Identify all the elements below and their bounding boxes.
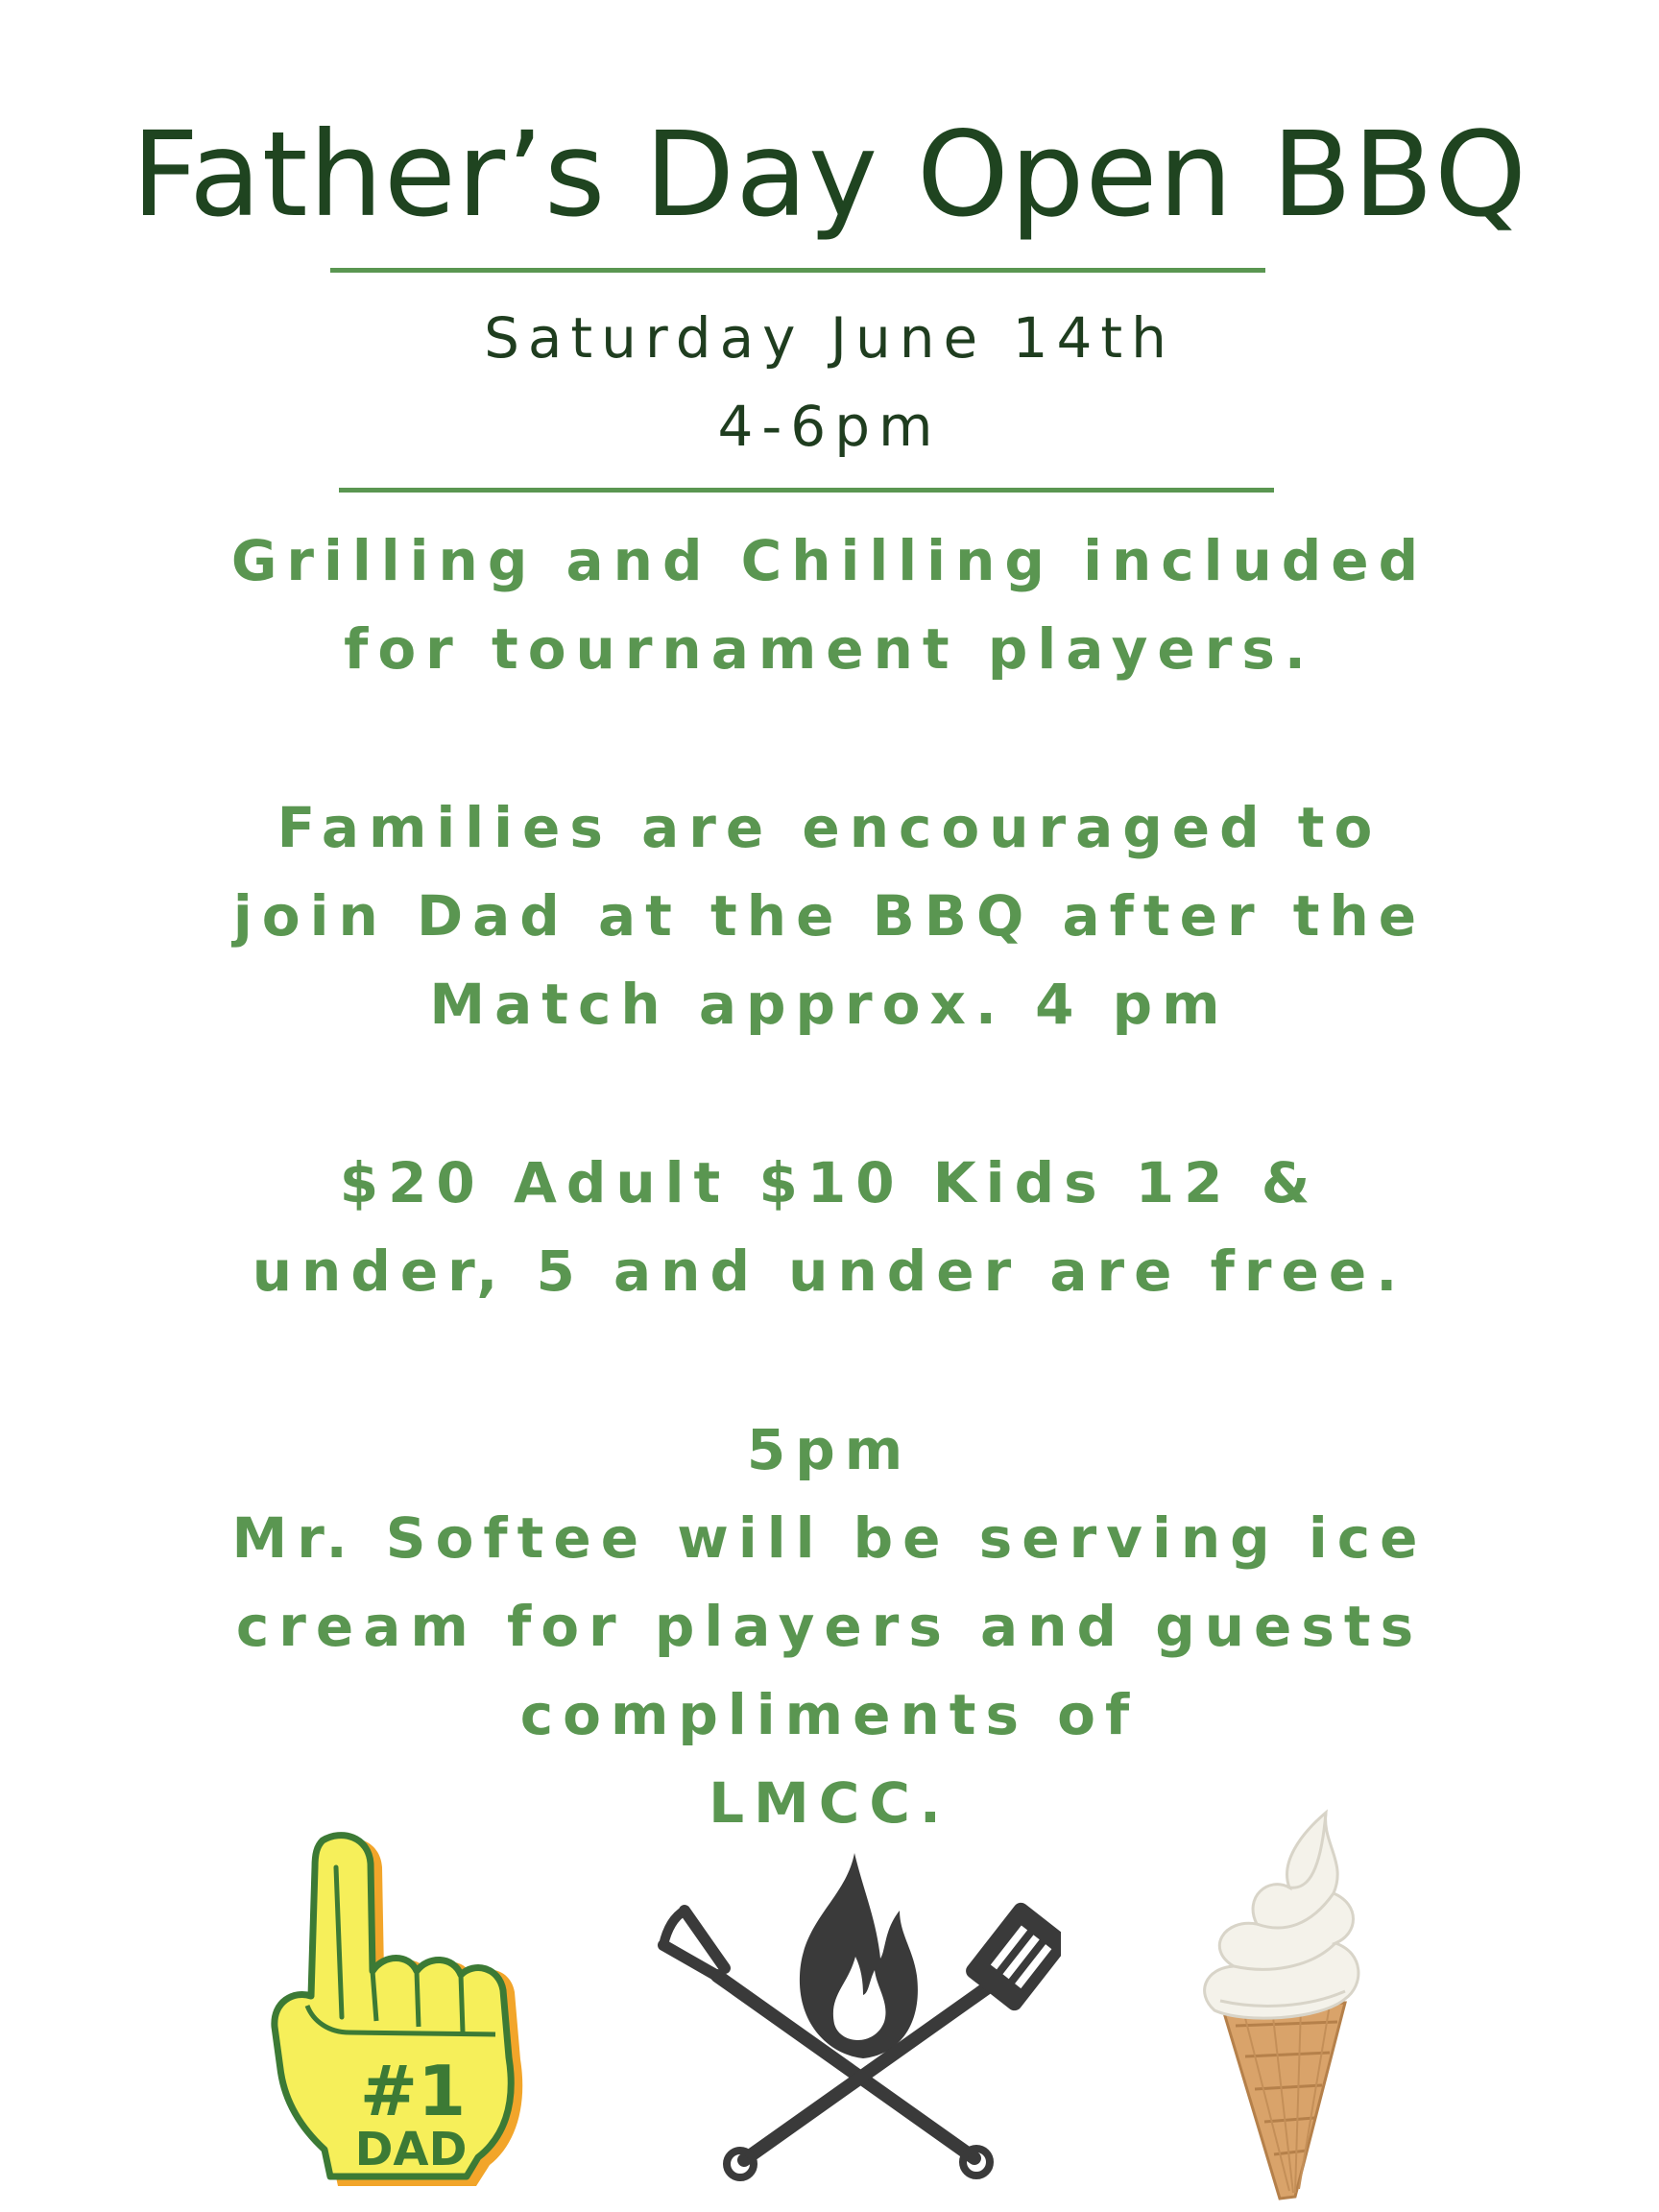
body-line: 5pm <box>746 1417 913 1482</box>
body-line: $20 Adult $10 Kids 12 & <box>339 1150 1320 1215</box>
body-line: Mr. Softee will be serving ice <box>231 1505 1428 1571</box>
body-line: Grilling and Chilling included <box>230 528 1429 593</box>
body-line: join Dad at the BBQ after the <box>232 883 1427 949</box>
divider-bottom <box>339 488 1274 493</box>
body-line: cream for players and guests <box>235 1594 1424 1659</box>
foam-finger-icon <box>269 1829 547 2189</box>
event-time: 4-6pm <box>717 394 942 459</box>
body-line: Match approx. 4 pm <box>429 972 1230 1037</box>
page-title: Father’s Day Open BBQ <box>132 107 1527 243</box>
ice-cream-cone-icon <box>1176 1805 1387 2208</box>
body-line: under, 5 and under are free. <box>252 1238 1407 1304</box>
foam-finger-word: DAD <box>354 2123 468 2176</box>
event-date: Saturday June 14th <box>484 305 1175 371</box>
body-line: LMCC. <box>709 1770 950 1836</box>
body-line: for tournament players. <box>344 616 1315 682</box>
divider-top <box>330 268 1265 273</box>
body-line: compliments of <box>519 1682 1140 1747</box>
body-line: Families are encouraged to <box>276 795 1382 860</box>
grill-fire-tools-icon <box>658 1841 1061 2187</box>
foam-finger-number: #1 <box>359 2051 467 2131</box>
